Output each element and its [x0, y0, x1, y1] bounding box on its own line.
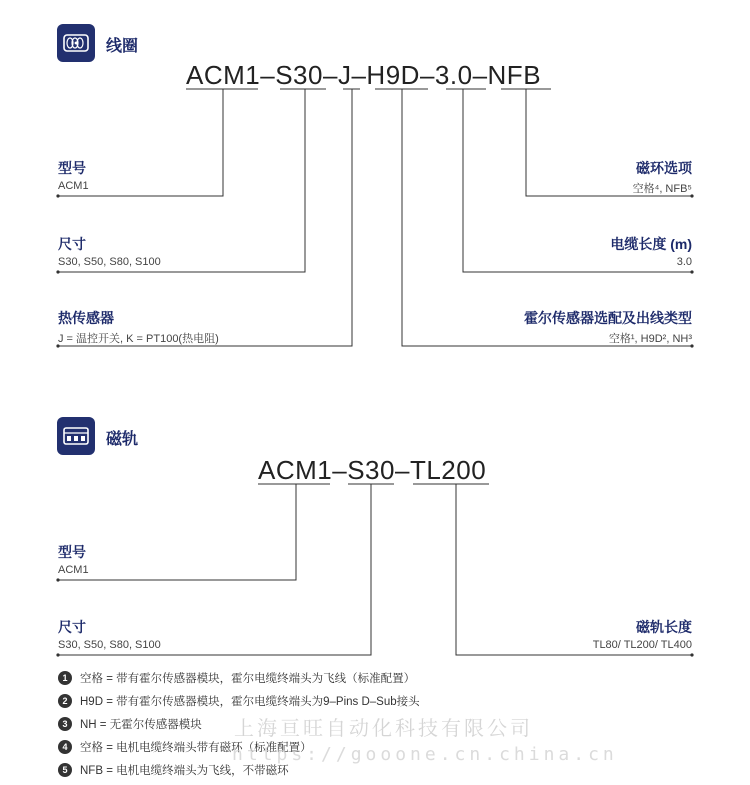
code-sep: – [332, 455, 348, 485]
coil-icon [57, 24, 95, 62]
rail-icon [57, 417, 95, 455]
code-part-size: S30 [347, 455, 395, 485]
code-part-model: ACM1 [258, 455, 333, 485]
coil-cable-length-label: 电缆长度 (m) [610, 236, 692, 252]
code-part-cable: 3.0 [434, 60, 473, 90]
code-part-length: TL200 [409, 455, 487, 485]
code-sep: – [260, 60, 276, 90]
footnote-text: 空格 = 带有霍尔传感器模块，霍尔电缆终端头为飞线（标准配置） [80, 673, 416, 685]
rail-size-value: S30, S50, S80, S100 [58, 639, 161, 651]
watermark-url: https://gooone.cn.china.cn [232, 744, 618, 765]
coil-size-value: S30, S50, S80, S100 [58, 256, 161, 268]
watermark-company: 上海亘旺自动化科技有限公司 [234, 718, 533, 740]
footnote-item [58, 669, 415, 687]
coil-model-code [186, 60, 541, 91]
coil-hall-label: 霍尔传感器选配及出线类型 [524, 310, 692, 326]
coil-model-label: 型号 [58, 160, 86, 176]
code-part-thermal: J [337, 60, 352, 90]
rail-length-value: TL80/ TL200/ TL400 [592, 639, 692, 651]
code-sep: – [419, 60, 435, 90]
coil-cable-length-value: 3.0 [676, 256, 692, 268]
code-part-ferrite: NFB [487, 60, 542, 90]
footnote-number: 5 [58, 763, 72, 777]
rail-model-value: ACM1 [58, 564, 89, 576]
coil-ferrite-label: 磁环选项 [636, 160, 692, 176]
footnote-text: 空格 = 电机电缆终端头带有磁环（标准配置） [80, 742, 312, 754]
coil-model-value: ACM1 [58, 180, 89, 192]
footnote-text: H9D = 带有霍尔传感器模块，霍尔电缆终端头为9–Pins D–Sub接头 [80, 696, 420, 708]
rail-model-label: 型号 [58, 544, 86, 560]
footnote-item [58, 692, 420, 710]
code-part-size: S30 [275, 60, 323, 90]
footnote-number: 3 [58, 717, 72, 731]
code-sep: – [322, 60, 338, 90]
footnote-number: 2 [58, 694, 72, 708]
footnote-item [58, 715, 202, 733]
coil-thermal-label: 热传感器 [58, 310, 114, 326]
code-sep: – [472, 60, 488, 90]
rail-section-title: 磁轨 [106, 431, 139, 448]
footnote-text: NFB = 电机电缆终端头为飞线，不带磁环 [80, 765, 289, 777]
code-sep: – [394, 455, 410, 485]
coil-thermal-value: J = 温控开关, K = PT100(热电阻) [58, 333, 219, 345]
code-part-model: ACM1 [186, 60, 261, 90]
coil-section-title: 线圈 [106, 38, 139, 55]
footnote-text: NH = 无霍尔传感器模块 [80, 719, 202, 731]
footnote-number: 4 [58, 740, 72, 754]
code-part-hall: H9D [366, 60, 420, 90]
rail-size-label: 尺寸 [58, 619, 86, 635]
footnote-number: 1 [58, 671, 72, 685]
coil-size-label: 尺寸 [58, 236, 86, 252]
coil-ferrite-value: 空格⁴, NFB⁵ [632, 183, 692, 195]
coil-hall-value: 空格¹, H9D², NH³ [608, 333, 692, 345]
code-sep: – [351, 60, 367, 90]
rail-length-label: 磁轨长度 [636, 619, 692, 635]
rail-model-code [258, 455, 486, 486]
